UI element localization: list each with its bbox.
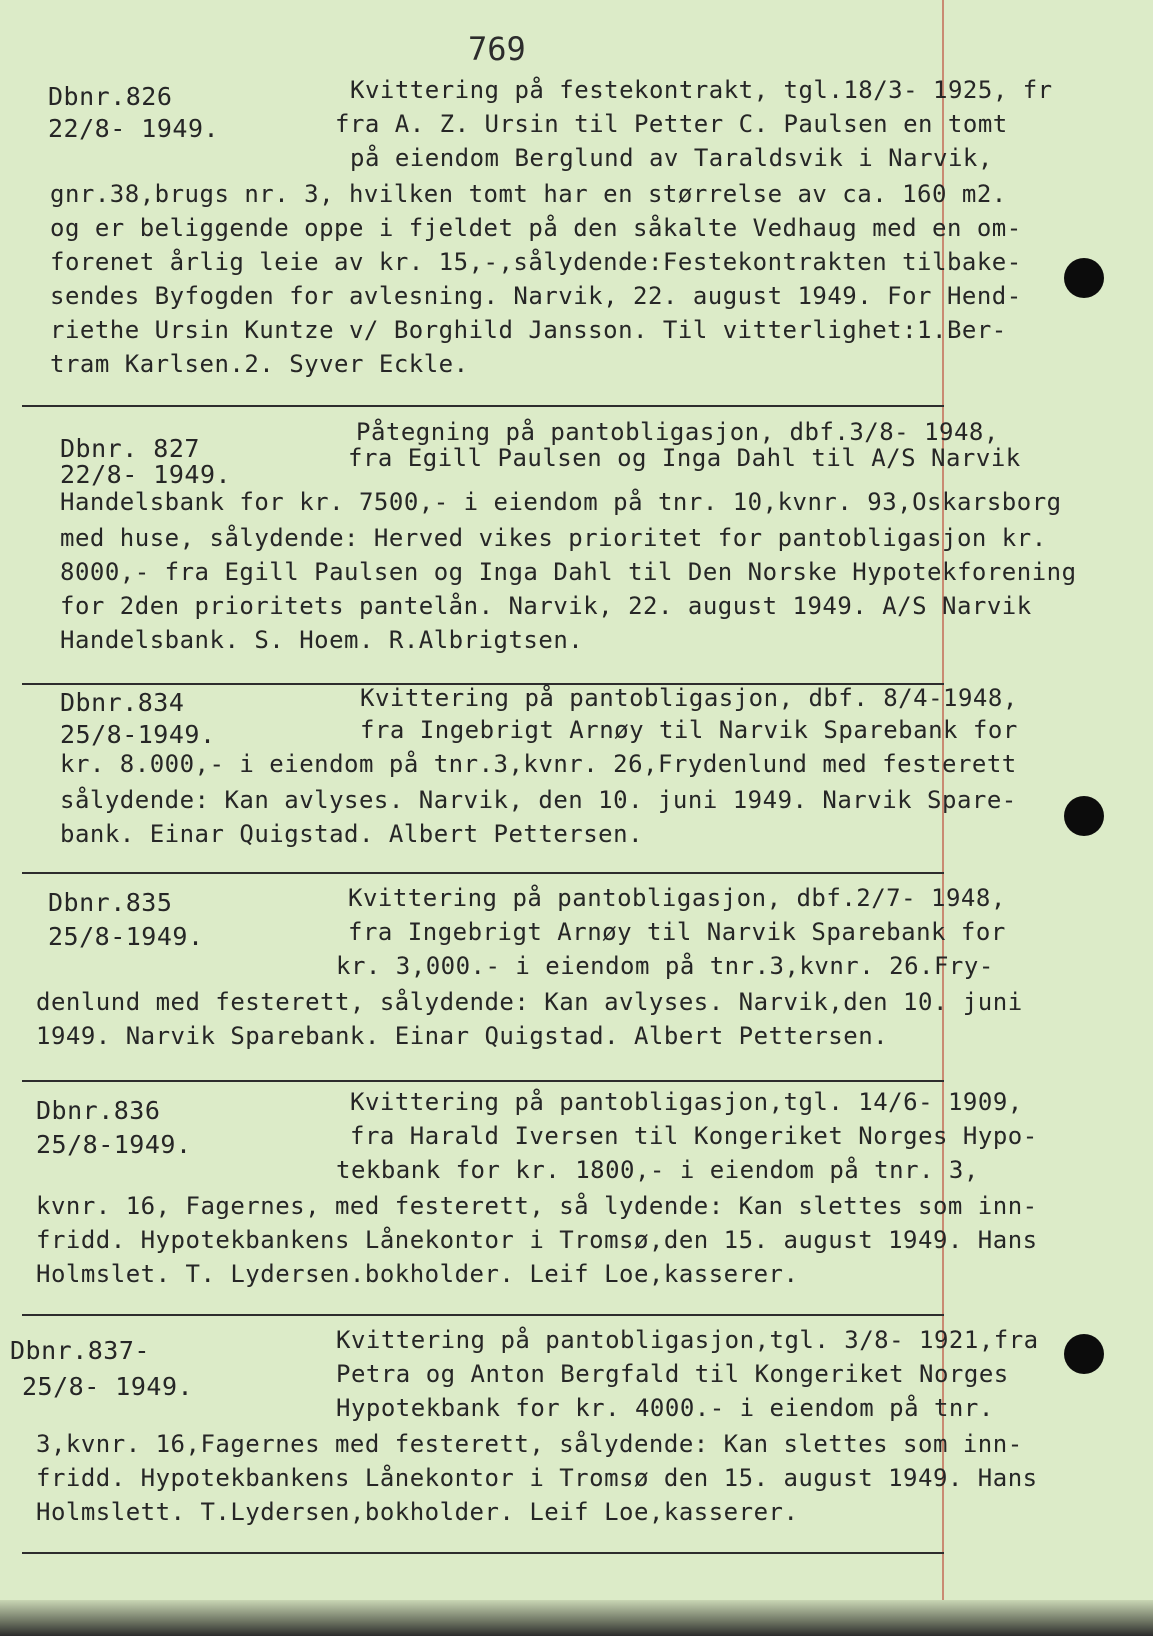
entry-number: Dbnr.837- bbox=[10, 1336, 150, 1365]
entry-title-line: Påtegning på pantobligasjon, dbf.3/8- 1948, bbox=[356, 418, 999, 446]
entry-title-line: Kvittering på pantobligasjon, dbf. 8/4-1948, bbox=[360, 684, 1018, 712]
entry-body-line: fridd. Hypotekbankens Lånekontor i Tromsø,den 15. august 1949. Hans bbox=[36, 1226, 1038, 1254]
entry-body-line: Holmslet. T. Lydersen.bokholder. Leif Loe,kasserer. bbox=[36, 1260, 799, 1288]
entry-separator bbox=[22, 405, 944, 407]
punch-hole bbox=[1064, 796, 1104, 836]
entry-title-line: på eiendom Berglund av Taraldsvik i Narvik, bbox=[350, 144, 993, 172]
entry-body-line: denlund med festerett, sålydende: Kan avlyses. Narvik,den 10. juni bbox=[36, 988, 1023, 1016]
entry-date: 25/8- 1949. bbox=[22, 1372, 194, 1401]
entry-body-line: riethe Ursin Kuntze v/ Borghild Jansson. Til vitterlighet:1.Ber- bbox=[50, 316, 1007, 344]
punch-hole bbox=[1064, 1334, 1104, 1374]
entry-title-line: fra Egill Paulsen og Inga Dahl til A/S Narvik bbox=[348, 444, 1021, 472]
entry-title-line: fra Ingebrigt Arnøy til Narvik Sparebank for bbox=[360, 716, 1018, 744]
entry-title-line: Kvittering på pantobligasjon, dbf.2/7- 1948, bbox=[348, 884, 1006, 912]
entry-title-line: Kvittering på pantobligasjon,tgl. 3/8- 1921,fra bbox=[336, 1326, 1039, 1354]
entry-body-line: med huse, sålydende: Herved vikes prioritet for pantobligasjon kr. bbox=[60, 524, 1047, 552]
entry-body-line: for 2den prioritets pantelån. Narvik, 22. august 1949. A/S Narvik bbox=[60, 592, 1032, 620]
entry-title-line: fra Ingebrigt Arnøy til Narvik Sparebank for bbox=[348, 918, 1006, 946]
entry-body-line: forenet årlig leie av kr. 15,-,sålydende:Festekontrakten tilbake- bbox=[50, 248, 1022, 276]
entry-separator bbox=[22, 872, 944, 874]
page-number: 769 bbox=[468, 30, 526, 68]
entry-separator bbox=[22, 1080, 944, 1082]
entry-body-line: 8000,- fra Egill Paulsen og Inga Dahl til Den Norske Hypotekforening bbox=[60, 558, 1077, 586]
entry-body-line: kr. 8.000,- i eiendom på tnr.3,kvnr. 26,Frydenlund med festerett bbox=[60, 750, 1017, 778]
entry-title-line: fra Harald Iversen til Kongeriket Norges Hypo- bbox=[350, 1122, 1038, 1150]
entry-body-line: Handelsbank for kr. 7500,- i eiendom på tnr. 10,kvnr. 93,Oskarsborg bbox=[60, 488, 1062, 516]
entry-body-line: tram Karlsen.2. Syver Eckle. bbox=[50, 350, 469, 378]
entry-number: Dbnr.826 bbox=[48, 82, 173, 111]
entry-body-line: fridd. Hypotekbankens Lånekontor i Tromsø den 15. august 1949. Hans bbox=[36, 1464, 1038, 1492]
entry-title-line: tekbank for kr. 1800,- i eiendom på tnr. 3, bbox=[336, 1156, 979, 1184]
entry-title-line: Kvittering på pantobligasjon,tgl. 14/6- 1909, bbox=[350, 1088, 1023, 1116]
entry-body-line: Handelsbank. S. Hoem. R.Albrigtsen. bbox=[60, 626, 584, 654]
entry-body-line: og er beliggende oppe i fjeldet på den såkalte Vedhaug med en om- bbox=[50, 214, 1022, 242]
entry-body-line: 3,kvnr. 16,Fagernes med festerett, sålydende: Kan slettes som inn- bbox=[36, 1430, 1023, 1458]
entry-title-line: Kvittering på festekontrakt, tgl.18/3- 1925, fr bbox=[350, 76, 1053, 104]
entry-title-line: Hypotekbank for kr. 4000.- i eiendom på tnr. bbox=[336, 1394, 994, 1422]
entry-date: 22/8- 1949. bbox=[48, 114, 220, 143]
entry-date: 22/8- 1949. bbox=[60, 460, 232, 489]
entry-number: Dbnr.835 bbox=[48, 888, 173, 917]
entry-date: 25/8-1949. bbox=[60, 720, 216, 749]
entry-number: Dbnr. 827 bbox=[60, 434, 200, 463]
entry-body-line: kvnr. 16, Fagernes, med festerett, så lydende: Kan slettes som inn- bbox=[36, 1192, 1038, 1220]
entry-separator bbox=[22, 1314, 944, 1316]
entry-number: Dbnr.834 bbox=[60, 688, 185, 717]
scan-edge-shadow bbox=[0, 1600, 1153, 1636]
entry-body-line: 1949. Narvik Sparebank. Einar Quigstad. Albert Pettersen. bbox=[36, 1022, 889, 1050]
punch-hole bbox=[1064, 258, 1104, 298]
entry-body-line: gnr.38,brugs nr. 3, hvilken tomt har en størrelse av ca. 160 m2. bbox=[50, 180, 1007, 208]
entry-title-line: Petra og Anton Bergfald til Kongeriket Norges bbox=[336, 1360, 1009, 1388]
entry-title-line: kr. 3,000.- i eiendom på tnr.3,kvnr. 26.Fry- bbox=[336, 952, 994, 980]
entry-number: Dbnr.836 bbox=[36, 1096, 161, 1125]
entry-date: 25/8-1949. bbox=[48, 922, 204, 951]
entry-separator bbox=[22, 1552, 944, 1554]
entry-body-line: sålydende: Kan avlyses. Narvik, den 10. juni 1949. Narvik Spare- bbox=[60, 786, 1017, 814]
entry-body-line: sendes Byfogden for avlesning. Narvik, 22. august 1949. For Hend- bbox=[50, 282, 1022, 310]
entry-title-line: fra A. Z. Ursin til Petter C. Paulsen en tomt bbox=[335, 110, 1008, 138]
entry-body-line: Holmslett. T.Lydersen,bokholder. Leif Loe,kasserer. bbox=[36, 1498, 799, 1526]
entry-body-line: bank. Einar Quigstad. Albert Pettersen. bbox=[60, 820, 644, 848]
entry-date: 25/8-1949. bbox=[36, 1130, 192, 1159]
